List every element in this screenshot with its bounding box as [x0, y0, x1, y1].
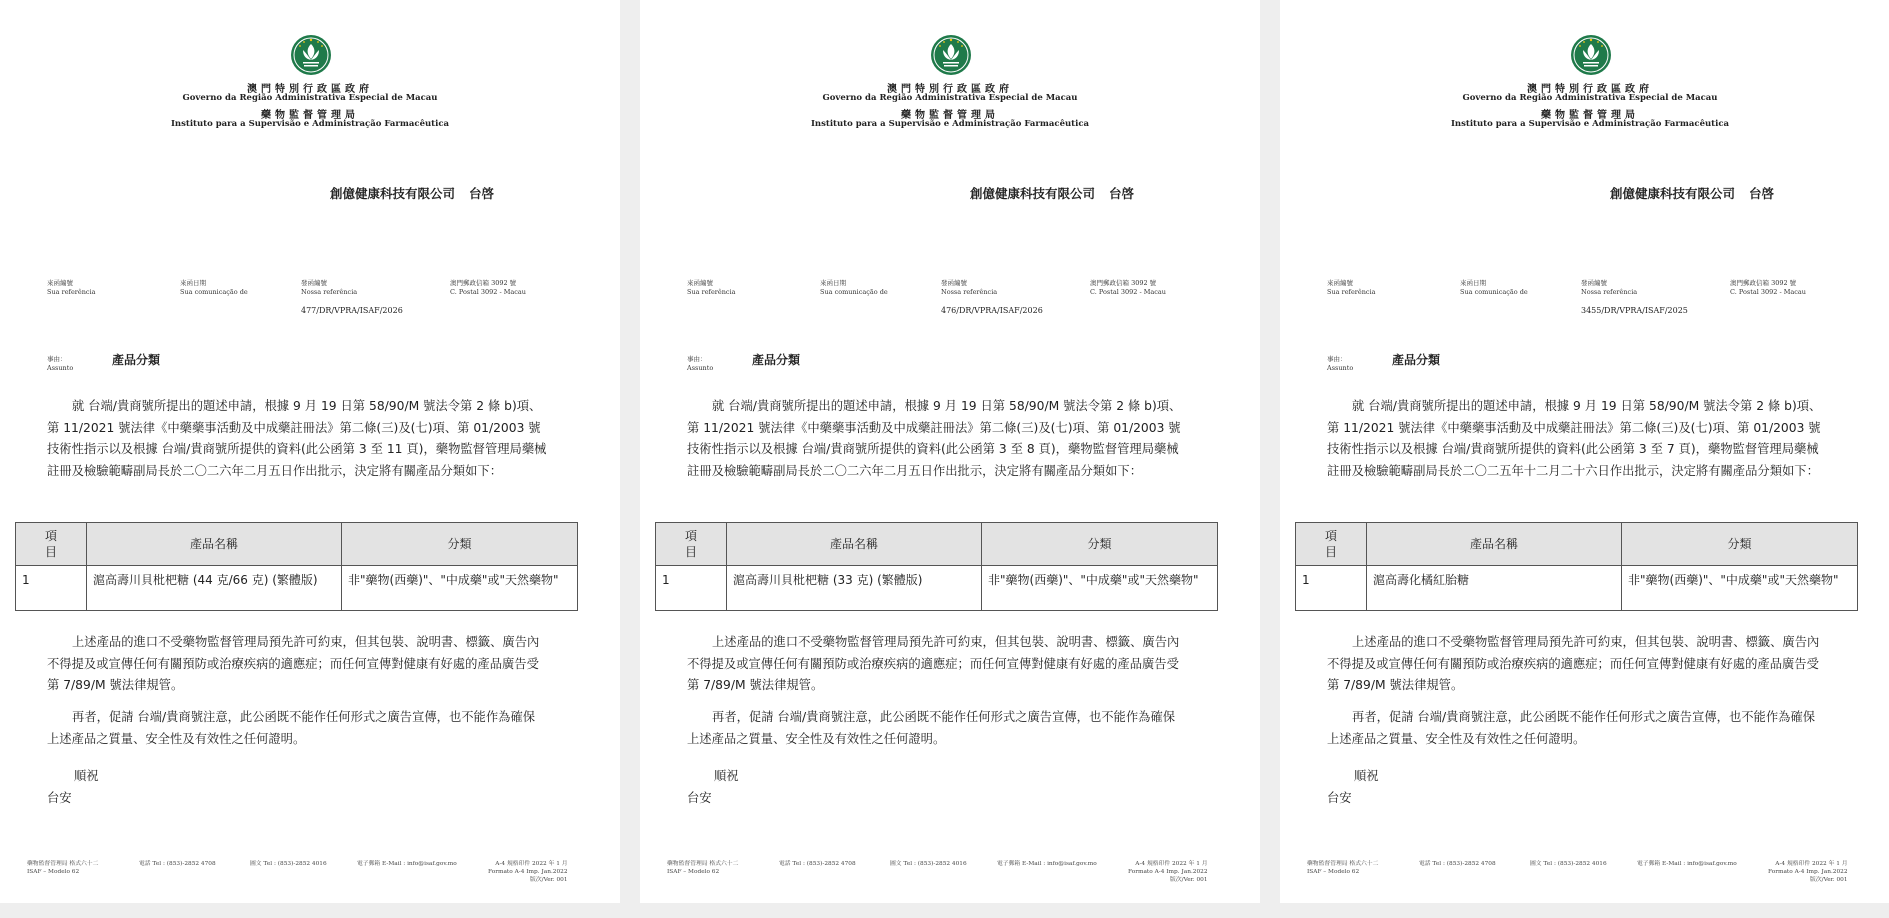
- advertising-paragraph: 上述產品的進口不受藥物監督管理局預先許可約束，但其包裝、說明書、標籤、廣告內不得提及或宣傳任何有關預防或治療疾病的適應症；而任何宣傳對健康有好處的產品廣告受第 7/89/M 號法律規管。: [1327, 635, 1820, 692]
- subject-label: 事由： Assunto: [687, 355, 714, 372]
- ref-your-reference: 來函編號 Sua referência: [687, 279, 736, 296]
- header-category: 分類: [1622, 523, 1858, 566]
- ref-our-reference: 發函編號 Nossa referência: [301, 279, 358, 296]
- dept-name-zh: 藥物監督管理局: [1541, 110, 1639, 121]
- cell-category: 非"藥物(西藥)"、"中成藥"或"天然藥物": [982, 566, 1218, 611]
- org-name-zh: 澳門特別行政區政府: [247, 84, 373, 95]
- footer-format: A-4 規格印件 2022 年 1 月 Formato A-4 Imp. Jan.2022 版次/Ver. 001: [1128, 861, 1208, 883]
- org-name-pt: Governo da Região Administrativa Especial de Macau: [182, 93, 438, 103]
- ref-your-reference: 來函編號 Sua referência: [47, 279, 96, 296]
- footer-form: 藥物監督管理局 格式六十二 ISAF – Modelo 62: [27, 861, 99, 875]
- product-table: [1295, 522, 1858, 611]
- subject-label: 事由： Assunto: [47, 355, 74, 372]
- letter-page-3: [1280, 0, 1889, 903]
- regards: 順祝: [74, 769, 99, 783]
- footer-form: 藥物監督管理局 格式六十二 ISAF – Modelo 62: [667, 861, 739, 875]
- subject-label: 事由： Assunto: [1327, 355, 1354, 372]
- dept-name-pt: Instituto para a Supervisão e Administração Farmacêutica: [170, 119, 450, 129]
- letter-page-1: [0, 0, 620, 903]
- footer-format: A-4 規格印件 2022 年 1 月 Formato A-4 Imp. Jan.2022 版次/Ver. 001: [488, 861, 568, 883]
- decision-paragraph: 就 台端/貴商號所提出的題述申請，根據 9 月 19 日第 58/90/M 號法令第 2 條 b)項、第 11/2021 號法律《中藥藥事活動及中成藥註冊法》第二條(三)及(七)項、第 01/2003 號技術性指示以及根據 台端/貴商號所提供的資料(此公函第 3 至 7 頁)，藥物監督管理局藥械註冊及檢驗範疇副局長於二〇二五年十二月二十六日作出批示，決定將有關產品分類如下：: [1327, 399, 1822, 478]
- footer-email: 電子郵箱 E-Mail : info@isaf.gov.mo: [1637, 861, 1737, 867]
- header-item: 項 目: [1296, 523, 1367, 566]
- letter-page-2: [640, 0, 1260, 903]
- ref-your-communication: 來函日期 Sua comunicação de: [1460, 279, 1528, 296]
- product-table: [15, 522, 578, 611]
- footer-phone: 電話 Tel : (853)-2852 4708: [139, 861, 216, 867]
- subject-title: 產品分類: [112, 353, 161, 367]
- macau-emblem-icon: [290, 34, 332, 76]
- cell-item: 1: [656, 566, 727, 611]
- dept-name-zh: 藥物監督管理局: [901, 110, 999, 121]
- closing: 台安: [687, 791, 712, 805]
- table-header-row: [656, 523, 1218, 566]
- header-category: 分類: [982, 523, 1218, 566]
- subject-title: 產品分類: [752, 353, 801, 367]
- footer-fax: 圖文 Tel : (853)-2852 4016: [1530, 861, 1607, 867]
- decision-paragraph: 就 台端/貴商號所提出的題述申請，根據 9 月 19 日第 58/90/M 號法令第 2 條 b)項、第 11/2021 號法律《中藥藥事活動及中成藥註冊法》第二條(三)及(七)項、第 01/2003 號技術性指示以及根據 台端/貴商號所提供的資料(此公函第 3 至 11 頁)，藥物監督管理局藥械註冊及檢驗範疇副局長於二〇二六年二月五日作出批示，決定將有關產品分類如下：: [47, 399, 547, 478]
- macau-emblem-icon: [930, 34, 972, 76]
- ref-your-communication: 來函日期 Sua comunicação de: [820, 279, 888, 296]
- org-name-pt: Governo da Região Administrativa Especial de Macau: [1462, 93, 1718, 103]
- org-name-zh: 澳門特別行政區政府: [887, 84, 1013, 95]
- ref-postal-box: 澳門郵政信箱 3092 號 C. Postal 3092 - Macau: [1090, 279, 1166, 296]
- closing: 台安: [1327, 791, 1352, 805]
- dept-name-pt: Instituto para a Supervisão e Administração Farmacêutica: [1450, 119, 1730, 129]
- ref-your-communication: 來函日期 Sua comunicação de: [180, 279, 248, 296]
- dept-name-zh: 藥物監督管理局: [261, 110, 359, 121]
- notice-paragraph: 再者，促請 台端/貴商號注意，此公函既不能作任何形式之廣告宣傳，也不能作為確保上述產品之質量、安全性及有效性之任何證明。: [1327, 710, 1816, 746]
- header-product-name: 產品名稱: [727, 523, 982, 566]
- ref-your-reference: 來函編號 Sua referência: [1327, 279, 1376, 296]
- reference-number: 3455/DR/VPRA/ISAF/2025: [1581, 306, 1688, 315]
- advertising-paragraph: 上述產品的進口不受藥物監督管理局預先許可約束，但其包裝、說明書、標籤、廣告內不得提及或宣傳任何有關預防或治療疾病的適應症；而任何宣傳對健康有好處的產品廣告受第 7/89/M 號法律規管。: [687, 635, 1180, 692]
- regards: 順祝: [714, 769, 739, 783]
- ref-our-reference: 發函編號 Nossa referência: [941, 279, 998, 296]
- cell-item: 1: [1296, 566, 1367, 611]
- table-header-row: [1296, 523, 1858, 566]
- notice-paragraph: 再者，促請 台端/貴商號注意，此公函既不能作任何形式之廣告宣傳，也不能作為確保上述產品之質量、安全性及有效性之任何證明。: [47, 710, 536, 746]
- table-row: [16, 566, 578, 611]
- table-row: [656, 566, 1218, 611]
- cell-product-name: 滬高壽川貝枇杷糖 (33 克) (繁體版): [727, 566, 982, 611]
- header-product-name: 產品名稱: [87, 523, 342, 566]
- addressee: [330, 184, 494, 202]
- salutation: 台啓: [469, 186, 495, 201]
- cell-category: 非"藥物(西藥)"、"中成藥"或"天然藥物": [342, 566, 578, 611]
- footer-form: 藥物監督管理局 格式六十二 ISAF – Modelo 62: [1307, 861, 1379, 875]
- addressee-name: 創億健康科技有限公司: [1610, 186, 1736, 201]
- org-name-zh: 澳門特別行政區政府: [1527, 84, 1653, 95]
- advertising-paragraph: 上述產品的進口不受藥物監督管理局預先許可約束，但其包裝、說明書、標籤、廣告內不得提及或宣傳任何有關預防或治療疾病的適應症；而任何宣傳對健康有好處的產品廣告受第 7/89/M 號法律規管。: [47, 635, 540, 692]
- dept-name-pt: Instituto para a Supervisão e Administração Farmacêutica: [810, 119, 1090, 129]
- ref-postal-box: 澳門郵政信箱 3092 號 C. Postal 3092 - Macau: [450, 279, 526, 296]
- macau-emblem-icon: [1570, 34, 1612, 76]
- footer-email: 電子郵箱 E-Mail : info@isaf.gov.mo: [357, 861, 457, 867]
- subject-title: 產品分類: [1392, 353, 1441, 367]
- header-category: 分類: [342, 523, 578, 566]
- footer-email: 電子郵箱 E-Mail : info@isaf.gov.mo: [997, 861, 1097, 867]
- ref-postal-box: 澳門郵政信箱 3092 號 C. Postal 3092 - Macau: [1730, 279, 1806, 296]
- closing: 台安: [47, 791, 72, 805]
- addressee: [970, 184, 1134, 202]
- footer-fax: 圖文 Tel : (853)-2852 4016: [250, 861, 327, 867]
- cell-category: 非"藥物(西藥)"、"中成藥"或"天然藥物": [1622, 566, 1858, 611]
- table-row: [1296, 566, 1858, 611]
- ref-our-reference: 發函編號 Nossa referência: [1581, 279, 1638, 296]
- footer-phone: 電話 Tel : (853)-2852 4708: [779, 861, 856, 867]
- header-item: 項 目: [16, 523, 87, 566]
- notice-paragraph: 再者，促請 台端/貴商號注意，此公函既不能作任何形式之廣告宣傳，也不能作為確保上述產品之質量、安全性及有效性之任何證明。: [687, 710, 1176, 746]
- footer-format: A-4 規格印件 2022 年 1 月 Formato A-4 Imp. Jan.2022 版次/Ver. 001: [1768, 861, 1848, 883]
- addressee: [1610, 184, 1774, 202]
- footer-fax: 圖文 Tel : (853)-2852 4016: [890, 861, 967, 867]
- regards: 順祝: [1354, 769, 1379, 783]
- salutation: 台啓: [1749, 186, 1775, 201]
- salutation: 台啓: [1109, 186, 1135, 201]
- reference-number: 476/DR/VPRA/ISAF/2026: [941, 306, 1043, 315]
- reference-number: 477/DR/VPRA/ISAF/2026: [301, 306, 403, 315]
- decision-paragraph: 就 台端/貴商號所提出的題述申請，根據 9 月 19 日第 58/90/M 號法令第 2 條 b)項、第 11/2021 號法律《中藥藥事活動及中成藥註冊法》第二條(三)及(七)項、第 01/2003 號技術性指示以及根據 台端/貴商號所提供的資料(此公函第 3 至 8 頁)，藥物監督管理局藥械註冊及檢驗範疇副局長於二〇二六年二月五日作出批示，決定將有關產品分類如下：: [687, 399, 1182, 478]
- header-product-name: 產品名稱: [1367, 523, 1622, 566]
- footer-phone: 電話 Tel : (853)-2852 4708: [1419, 861, 1496, 867]
- org-name-pt: Governo da Região Administrativa Especial de Macau: [822, 93, 1078, 103]
- addressee-name: 創億健康科技有限公司: [330, 186, 456, 201]
- cell-product-name: 滬高壽化橘紅胎糖: [1367, 566, 1622, 611]
- header-item: 項 目: [656, 523, 727, 566]
- cell-item: 1: [16, 566, 87, 611]
- table-header-row: [16, 523, 578, 566]
- cell-product-name: 滬高壽川貝枇杷糖 (44 克/66 克) (繁體版): [87, 566, 342, 611]
- addressee-name: 創億健康科技有限公司: [970, 186, 1096, 201]
- product-table: [655, 522, 1218, 611]
